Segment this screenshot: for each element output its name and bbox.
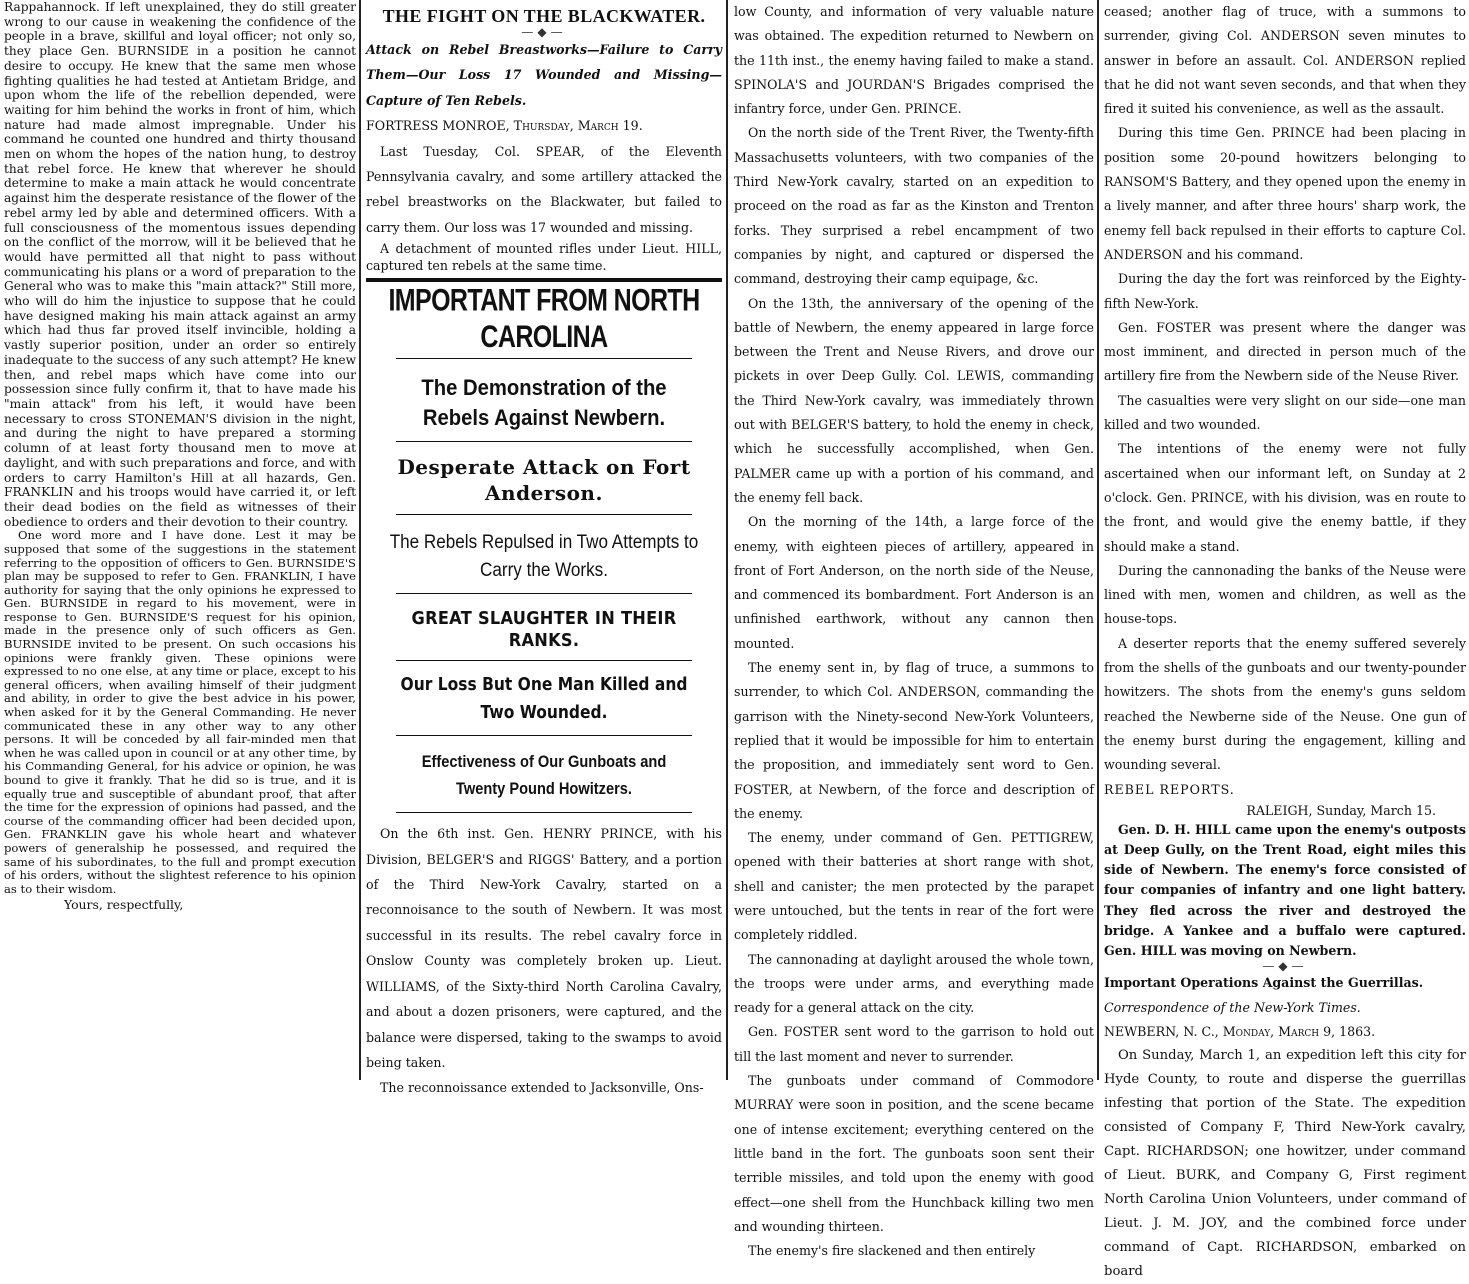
divider — [396, 735, 692, 736]
ornament-divider: —◆— — [521, 25, 567, 39]
divider — [396, 660, 692, 661]
rebel-reports-heading: REBEL REPORTS. — [1104, 781, 1235, 797]
column-4-paragraph-3: During the day the fort was reinforced by the Eighty-fifth New-York. — [1104, 271, 1466, 311]
column-1 — [4, 0, 356, 1080]
guerrillas-headline: Important Operations Against the Guerrillas. — [1104, 975, 1424, 991]
column-3-paragraph-6: The enemy, under command of Gen. PETTIGREW, opened with their batteries at short range with shot, shell and canister; the men protected by the parapet were untouched, but the tents in rear of the fort were completely riddled. — [734, 830, 1094, 943]
column-rule — [1097, 0, 1099, 1080]
column-4-paragraph-6: The intentions of the enemy were not fully ascertained when our informant left, on Sunday at 2 o'clock. Gen. PRINCE, with his division, was en route to the front, and would give the enemy battle, if they should make a stand. — [1104, 441, 1466, 554]
blackwater-headline: THE FIGHT ON THE BLACKWATER. — [382, 6, 706, 26]
column-3-paragraph-2: On the north side of the Trent River, the Twenty-fifth Massachusetts volunteers, with two companies of the Third New-York cavalry, started on an expedition to proceed on the road as far as the Kinston and Trenton forks. They surprised a rebel encampment of two companies by night, and captured or dispersed the command, destroying their camp equipage, &c. — [734, 125, 1094, 287]
column-rule — [359, 0, 361, 1080]
column-3-paragraph-5: The enemy sent in, by flag of truce, a summons to surrender, to which Col. ANDERSON, commanding the garrison with the Ninety-second New-York Volunteers, replied that it would be impossible for him to entertain the proposition, and immediately sent word to Gen. FOSTER, at Newbern, of the force and description of the enemy. — [734, 660, 1094, 821]
column-4-paragraph-2: During this time Gen. PRINCE had been placing in position some 20-pound howitzers belonging to RANSOM'S Battery, and they opened upon the enemy in a lively manner, and after three hours' sharp work, the enemy fell back repulsed in their efforts to capture Col. ANDERSON and his command. — [1104, 125, 1466, 262]
column-4-paragraph-8: A deserter reports that the enemy suffered severely from the shells of the gunboats and our twenty-pounder howitzers. The shots from the enemy's guns seldom reached the Newberne side of the Neuse. One gun of the enemy burst during the engagement, killing and wounding several. — [1104, 635, 1466, 773]
column-3-paragraph-4: On the morning of the 14th, a large force of the enemy, with eighteen pieces of artillery, appeared in front of Fort Anderson, on the north side of the Neuse, and commenced its bombardment. Fort Anderson is an unfinished earthwork, without any cannon then mounted. — [734, 514, 1094, 651]
column-1-paragraph-1: Rappahannock. If left unexplained, they do still greater wrong to our cause in weakening the confidence of the people in a brave, skillful and loyal officer; not only so, they place Gen. BURNSIDE in a position he cannot desire to occupy. He knew that the same men whose fighting qualities he had tested at Antietam Bridge, and upon whom the life of the rebellion depended, were waiting for him behind the works in front of him, which nature had made almost impregnable. Under his command he counted one hundred and thirty thousand men on whom the hopes of the nation hung, to destroy that rebel force. He knew that wherever he should determine to make a main attack he would concentrate against him the desperate resistance of the flower of the rebel army led by able and determined officers. With a full consciousness of the momentous issues depending on the conflict of the morrow, will it be believed that he would have permitted all that night to pass without communicating his plans or a word of preparation to the General who was to make this "main attack?" Still more, who will do him the injustice to suppose that he could have designed making his main attack against an army which had thus far proved itself invincible, holding a vastly superior position, under an order so entirely inadequate to the success of any such attempt? He knew then, and rebel maps which have come into our possession since fully confirm it, that to have made his "main attack" from his left, it would have been necessary to cross STONEMAN'S division in the night, and during the night to have prepared a storming column of at least forty thousand men to move at daylight, and with such preparations and force, and with orders to carry Hamilton's Hill at all hazards, Gen. FRANKLIN and his troops would have carried it, or left their dead bodies on the field as witnesses of their obedience to orders and their devotion to their country. — [4, 0, 357, 529]
column-rule — [726, 0, 728, 1080]
column-3 — [734, 0, 1094, 1259]
column-4-paragraph-1: ceased; another flag of truce, with a summons to surrender, giving Col. ANDERSON seven minutes to answer in before an assault. Col. ANDERSON replied that he did not want seven seconds, and that when they fired it suited his convenience, as well as the assault. — [1104, 4, 1466, 117]
north-carolina-paragraph-1: On the 6th inst. Gen. HENRY PRINCE, with his Division, BELGER'S and RIGGS' Battery, and a portion of the Third New-York Cavalry, started on a reconnoisance to the south of Newbern. It was most successful in its results. The rebel cavalry force in Onslow County was completely broken up. Lieut. WILLIAMS, of the Sixty-third North Carolina Cavalry, and about a dozen prisoners, were captured, and the balance were dispersed, taking to the swamps to avoid being taken. — [366, 826, 722, 1070]
blackwater-deck: Attack on Rebel Breastworks—Failure to Carry Them—Our Loss 17 Wounded and Missing—Capture of Ten Rebels. — [366, 42, 722, 108]
column-4-paragraph-7: During the cannonading the banks of the Neuse were lined with men, women and children, as well as the house-tops. — [1104, 562, 1466, 627]
column-3-paragraph-7: The cannonading at daylight aroused the whole town, the troops were under arms, and everything made ready for a general attack on the city. — [734, 951, 1094, 1016]
rebel-reports-paragraph: Gen. D. H. HILL came upon the enemy's outposts at Deep Gully, on the Trent Road, eight miles this side of Newbern. The enemy's force consisted of four companies of infantry and one light battery. They fled across the river and destroyed the bridge. A Yankee and a buffalo were captured. Gen. HILL was moving on Newbern. — [1104, 821, 1466, 959]
guerrillas-correspondence: Correspondence of the New-York Times. — [1104, 999, 1361, 1015]
column-4 — [1104, 0, 1466, 1280]
column-3-paragraph-9: The gunboats under command of Commodore MURRAY were soon in position, and the scene became one of intense excitement; everything centered on the little band in the fort. The gunboats soon sent their terrible missiles, and told upon the enemy with good effect—one shell from the Hunchback killing two men and wounding thirteen. — [734, 1073, 1094, 1234]
divider — [396, 812, 692, 813]
deck-rebels-repulsed: The Rebels Repulsed in Two Attempts to Carry the Works. — [389, 532, 699, 582]
deck-great-slaughter: GREAT SLAUGHTER IN THEIR RANKS. — [411, 608, 677, 652]
column-3-paragraph-10: The enemy's fire slackened and then entirely — [748, 1243, 1036, 1259]
column-4-paragraph-5: The casualties were very slight on our side—one man killed and two wounded. — [1104, 392, 1466, 433]
north-carolina-paragraph-2: The reconnoissance extended to Jacksonville, Ons- — [380, 1080, 704, 1096]
blackwater-paragraph-2: A detachment of mounted rifles under Lieut. HILL, captured ten rebels at the same time. — [366, 241, 722, 274]
column-1-paragraph-2: One word more and I have done. Lest it may be supposed that some of the suggestions in the statement referring to the opposition of officers to Gen. BURNSIDE'S plan may be supposed to refer to Gen. FRANKLIN, I have authority for saying that the only opinions he expressed to Gen. BURNSIDE in regard to his movement, were in response to Gen. BURNSIDE'S request for his opinion, made in the presence only of such officers as Gen. BURNSIDE invited to be present. On such occasions his opinions were frankly given. These opinions were expressed to no one else, at any time or place, except to his general officers, when availing himself of their judgment and ability, in order to give the best advice in his power, when asked for it by the General Commanding. He never communicated these in any other way to any other persons. It will be conceded by all fair-minded men that when he was called upon in council or at any other time, by his Commanding General, for his advice or opinion, he was bound to give it frankly. That he did so is true, and it is equally true and susceptible of abundant proof, that after the time for the expression of opinions had passed, and the course of the commanding officer had been decided upon, Gen. FRANKLIN gave his whole heart and whatever powers of generalship he possessed, and required the same of his subordinates, to the full and prompt execution of his orders, without the slightest reference to his opinion as to their wisdom. — [4, 528, 357, 896]
blackwater-paragraph-1: Last Tuesday, Col. SPEAR, of the Eleventh Pennsylvania cavalry, and some artillery attacked the rebel breastworks on the Blackwater, but failed to carry them. Our loss was 17 wounded and missing. — [366, 143, 722, 235]
column-3-paragraph-1: low County, and information of very valuable nature was obtained. The expedition returned to Newbern on the 11th inst., the enemy having failed to make a stand. SPINOLA'S and JOURDAN'S Brigades comprised the infantry force, under Gen. PRINCE. — [734, 4, 1094, 117]
blackwater-dateline: FORTRESS MONROE, Thursday, March 19. — [366, 118, 643, 134]
divider — [396, 514, 692, 515]
guerrillas-paragraph: On Sunday, March 1, an expedition left this city for Hyde County, to route and disperse the guerrillas infesting that portion of the State. The expedition consisted of Company F, Third New-York cavalry, Capt. RICHARDSON; one howitzer, under command of Lieut. BURK, and Company G, First regiment North Carolina Union Volunteers, under command of Lieut. J. M. JOY, and the combined force under command of Capt. RICHARDSON, embarked on board — [1104, 1048, 1466, 1280]
deck-gunboats: Effectiveness of Our Gunboats and Twenty Pound Howitzers. — [421, 752, 667, 799]
ornament-divider: —◆— — [1262, 959, 1308, 974]
deck-our-loss: Our Loss But One Man Killed and Two Wounded. — [400, 674, 688, 724]
column-3-paragraph-8: Gen. FOSTER sent word to the garrison to hold out till the last moment and never to surrender. — [734, 1024, 1094, 1064]
deck-fort-anderson: Desperate Attack on Fort Anderson. — [397, 455, 691, 506]
column-4-paragraph-4: Gen. FOSTER was present where the danger was most imminent, and directed in person much of the artillery fire from the Newbern side of the Neuse River. — [1104, 319, 1466, 384]
guerrillas-dateline: NEWBERN, N. C., Monday, March 9, 1863. — [1104, 1023, 1376, 1039]
rebel-reports-dateline: RALEIGH, Sunday, March 15. — [1246, 802, 1436, 818]
deck-newbern: The Demonstration of the Rebels Against Newbern. — [421, 375, 667, 431]
signoff: Yours, respectfully, — [64, 897, 184, 913]
column-2 — [366, 0, 722, 1096]
north-carolina-headline: IMPORTANT FROM NORTH CAROLINA — [388, 283, 700, 355]
divider — [396, 441, 692, 442]
column-3-paragraph-3: On the 13th, the anniversary of the opening of the battle of Newbern, the enemy appeared in large force between the Trent and Neuse Rivers, and drove our pickets in over Deep Gully. Col. LEWIS, commanding the Third New-York cavalry, was immediately thrown out with BELGER'S battery, to hold the enemy in check, which he successfully accomplished, when Gen. PALMER came up with a portion of his command, and the enemy fell back. — [734, 295, 1094, 505]
divider — [396, 593, 692, 594]
